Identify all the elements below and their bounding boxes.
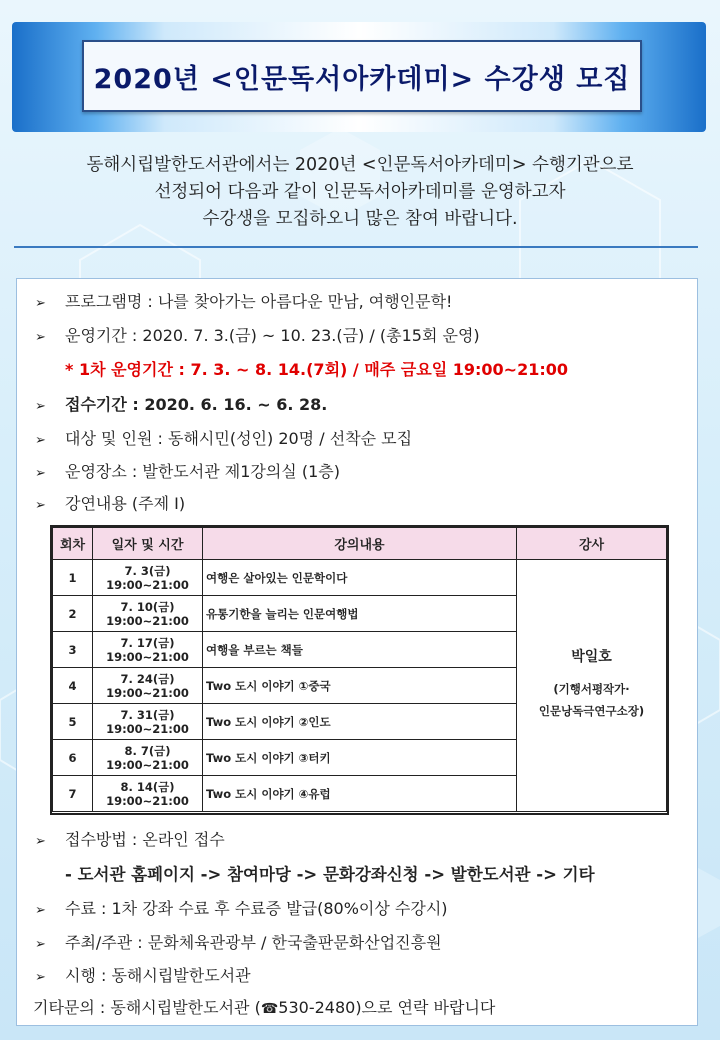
session-no: 7 <box>53 776 93 812</box>
venue-text: 운영장소 : 발한도서관 제1강의실 (1층) <box>65 462 340 481</box>
arrow-bullet-icon: ➢ <box>35 834 46 849</box>
program-text: 프로그램명 : 나를 찾아가는 아름다운 만남, 여행인문학! <box>65 292 453 311</box>
date-text: 7. 10(금) <box>120 599 175 614</box>
apply-period-item <box>35 392 327 415</box>
date-text: 7. 3(금) <box>124 563 171 578</box>
contact-number: 530-2480)으로 연락 바랍니다 <box>278 998 496 1017</box>
session-topic: 여행을 부르는 책들 <box>203 632 517 668</box>
time-text: 19:00~21:00 <box>106 757 189 772</box>
target-text: 대상 및 인원 : 동해시민(성인) 20명 / 선착순 모집 <box>65 429 413 448</box>
session-date <box>93 740 203 776</box>
arrow-bullet-icon: ➢ <box>35 937 46 952</box>
page-title: 2020년 <인문독서아카데미> 수강생 모집 <box>93 63 631 95</box>
intro-text <box>20 152 700 233</box>
session-no: 4 <box>53 668 93 704</box>
session-date <box>93 596 203 632</box>
session-date <box>93 560 203 596</box>
apply-method-item <box>35 827 225 850</box>
intro-line: 동해시립발한도서관에서는 2020년 <인문독서아카데미> 수행기관으로 <box>86 155 634 175</box>
date-text: 7. 24(금) <box>120 671 175 686</box>
header-date: 일자 및 시간 <box>93 528 203 560</box>
session-date <box>93 668 203 704</box>
session-no: 5 <box>53 704 93 740</box>
session-date <box>93 776 203 812</box>
operator-text: 시행 : 동해시립발한도서관 <box>65 966 251 985</box>
period-item <box>35 323 480 346</box>
arrow-bullet-icon: ➢ <box>35 903 46 918</box>
schedule-table <box>52 527 667 812</box>
time-text: 19:00~21:00 <box>106 649 189 664</box>
arrow-bullet-icon: ➢ <box>35 498 46 513</box>
session-topic: 여행은 살아있는 인문학이다 <box>203 560 517 596</box>
session-no: 3 <box>53 632 93 668</box>
table-header-row <box>53 528 667 560</box>
time-text: 19:00~21:00 <box>106 613 189 628</box>
session-topic: Two 도시 이야기 ④유럽 <box>203 776 517 812</box>
session-date <box>93 704 203 740</box>
intro-line: 수강생을 모집하오니 많은 참여 바랍니다. <box>202 209 518 229</box>
session-topic: Two 도시 이야기 ①중국 <box>203 668 517 704</box>
table-row <box>53 560 667 596</box>
date-text: 7. 31(금) <box>120 707 175 722</box>
apply-method-text: 접수방법 : 온라인 접수 <box>65 830 225 849</box>
instructor-name: 박일호 <box>571 648 612 665</box>
period-note: * 1차 운영기간 : 7. 3. ~ 8. 14.(7회) / 매주 금요일 19:00~21:00 <box>65 360 569 379</box>
apply-period-text: 접수기간 : 2020. 6. 16. ~ 6. 28. <box>65 395 328 414</box>
session-topic: Two 도시 이야기 ②인도 <box>203 704 517 740</box>
content-item <box>35 491 185 514</box>
arrow-bullet-icon: ➢ <box>35 433 46 448</box>
program-item <box>35 289 452 312</box>
instructor-desc: 인문낭독극연구소장) <box>538 703 645 718</box>
date-text: 7. 17(금) <box>120 635 175 650</box>
header-topic: 강의내용 <box>203 528 517 560</box>
arrow-bullet-icon: ➢ <box>35 466 46 481</box>
title-box <box>82 40 642 112</box>
completion-item <box>35 896 448 919</box>
divider <box>14 246 698 248</box>
instructor-desc: (기행서평작가· <box>553 681 630 696</box>
details-panel <box>16 278 698 1026</box>
contact-prefix: 기타문의 : 동해시립발한도서관 ( <box>33 998 261 1017</box>
time-text: 19:00~21:00 <box>106 793 189 808</box>
date-text: 8. 7(금) <box>124 743 171 758</box>
host-item <box>35 930 442 953</box>
session-date <box>93 632 203 668</box>
intro-line: 선정되어 다음과 같이 인문독서아카데미를 운영하고자 <box>154 182 566 202</box>
session-no: 6 <box>53 740 93 776</box>
header-session: 회차 <box>53 528 93 560</box>
target-item <box>35 426 412 449</box>
session-topic: Two 도시 이야기 ③터키 <box>203 740 517 776</box>
venue-item <box>35 459 340 482</box>
host-text: 주최/주관 : 문화체육관광부 / 한국출판문화산업진흥원 <box>65 933 442 952</box>
apply-path: - 도서관 홈페이지 -> 참여마당 -> 문화강좌신청 -> 발한도서관 -> 기타 <box>65 865 595 884</box>
arrow-bullet-icon: ➢ <box>35 296 46 311</box>
time-text: 19:00~21:00 <box>106 685 189 700</box>
arrow-bullet-icon: ➢ <box>35 330 46 345</box>
session-no: 2 <box>53 596 93 632</box>
arrow-bullet-icon: ➢ <box>35 399 46 414</box>
time-text: 19:00~21:00 <box>106 577 189 592</box>
period-text: 운영기간 : 2020. 7. 3.(금) ~ 10. 23.(금) / (총15회 운영) <box>65 326 480 345</box>
phone-icon: ☎ <box>260 1001 279 1017</box>
arrow-bullet-icon: ➢ <box>35 970 46 985</box>
instructor-cell <box>517 560 667 812</box>
time-text: 19:00~21:00 <box>106 721 189 736</box>
header-instructor: 강사 <box>517 528 667 560</box>
session-no: 1 <box>53 560 93 596</box>
session-topic: 유통기한을 늘리는 인문여행법 <box>203 596 517 632</box>
operator-item <box>35 963 251 986</box>
contact-line <box>33 995 495 1018</box>
completion-text: 수료 : 1차 강좌 수료 후 수료증 발급(80%이상 수강시) <box>65 899 448 918</box>
date-text: 8. 14(금) <box>120 779 175 794</box>
content-text: 강연내용 (주제 Ⅰ) <box>65 494 186 513</box>
